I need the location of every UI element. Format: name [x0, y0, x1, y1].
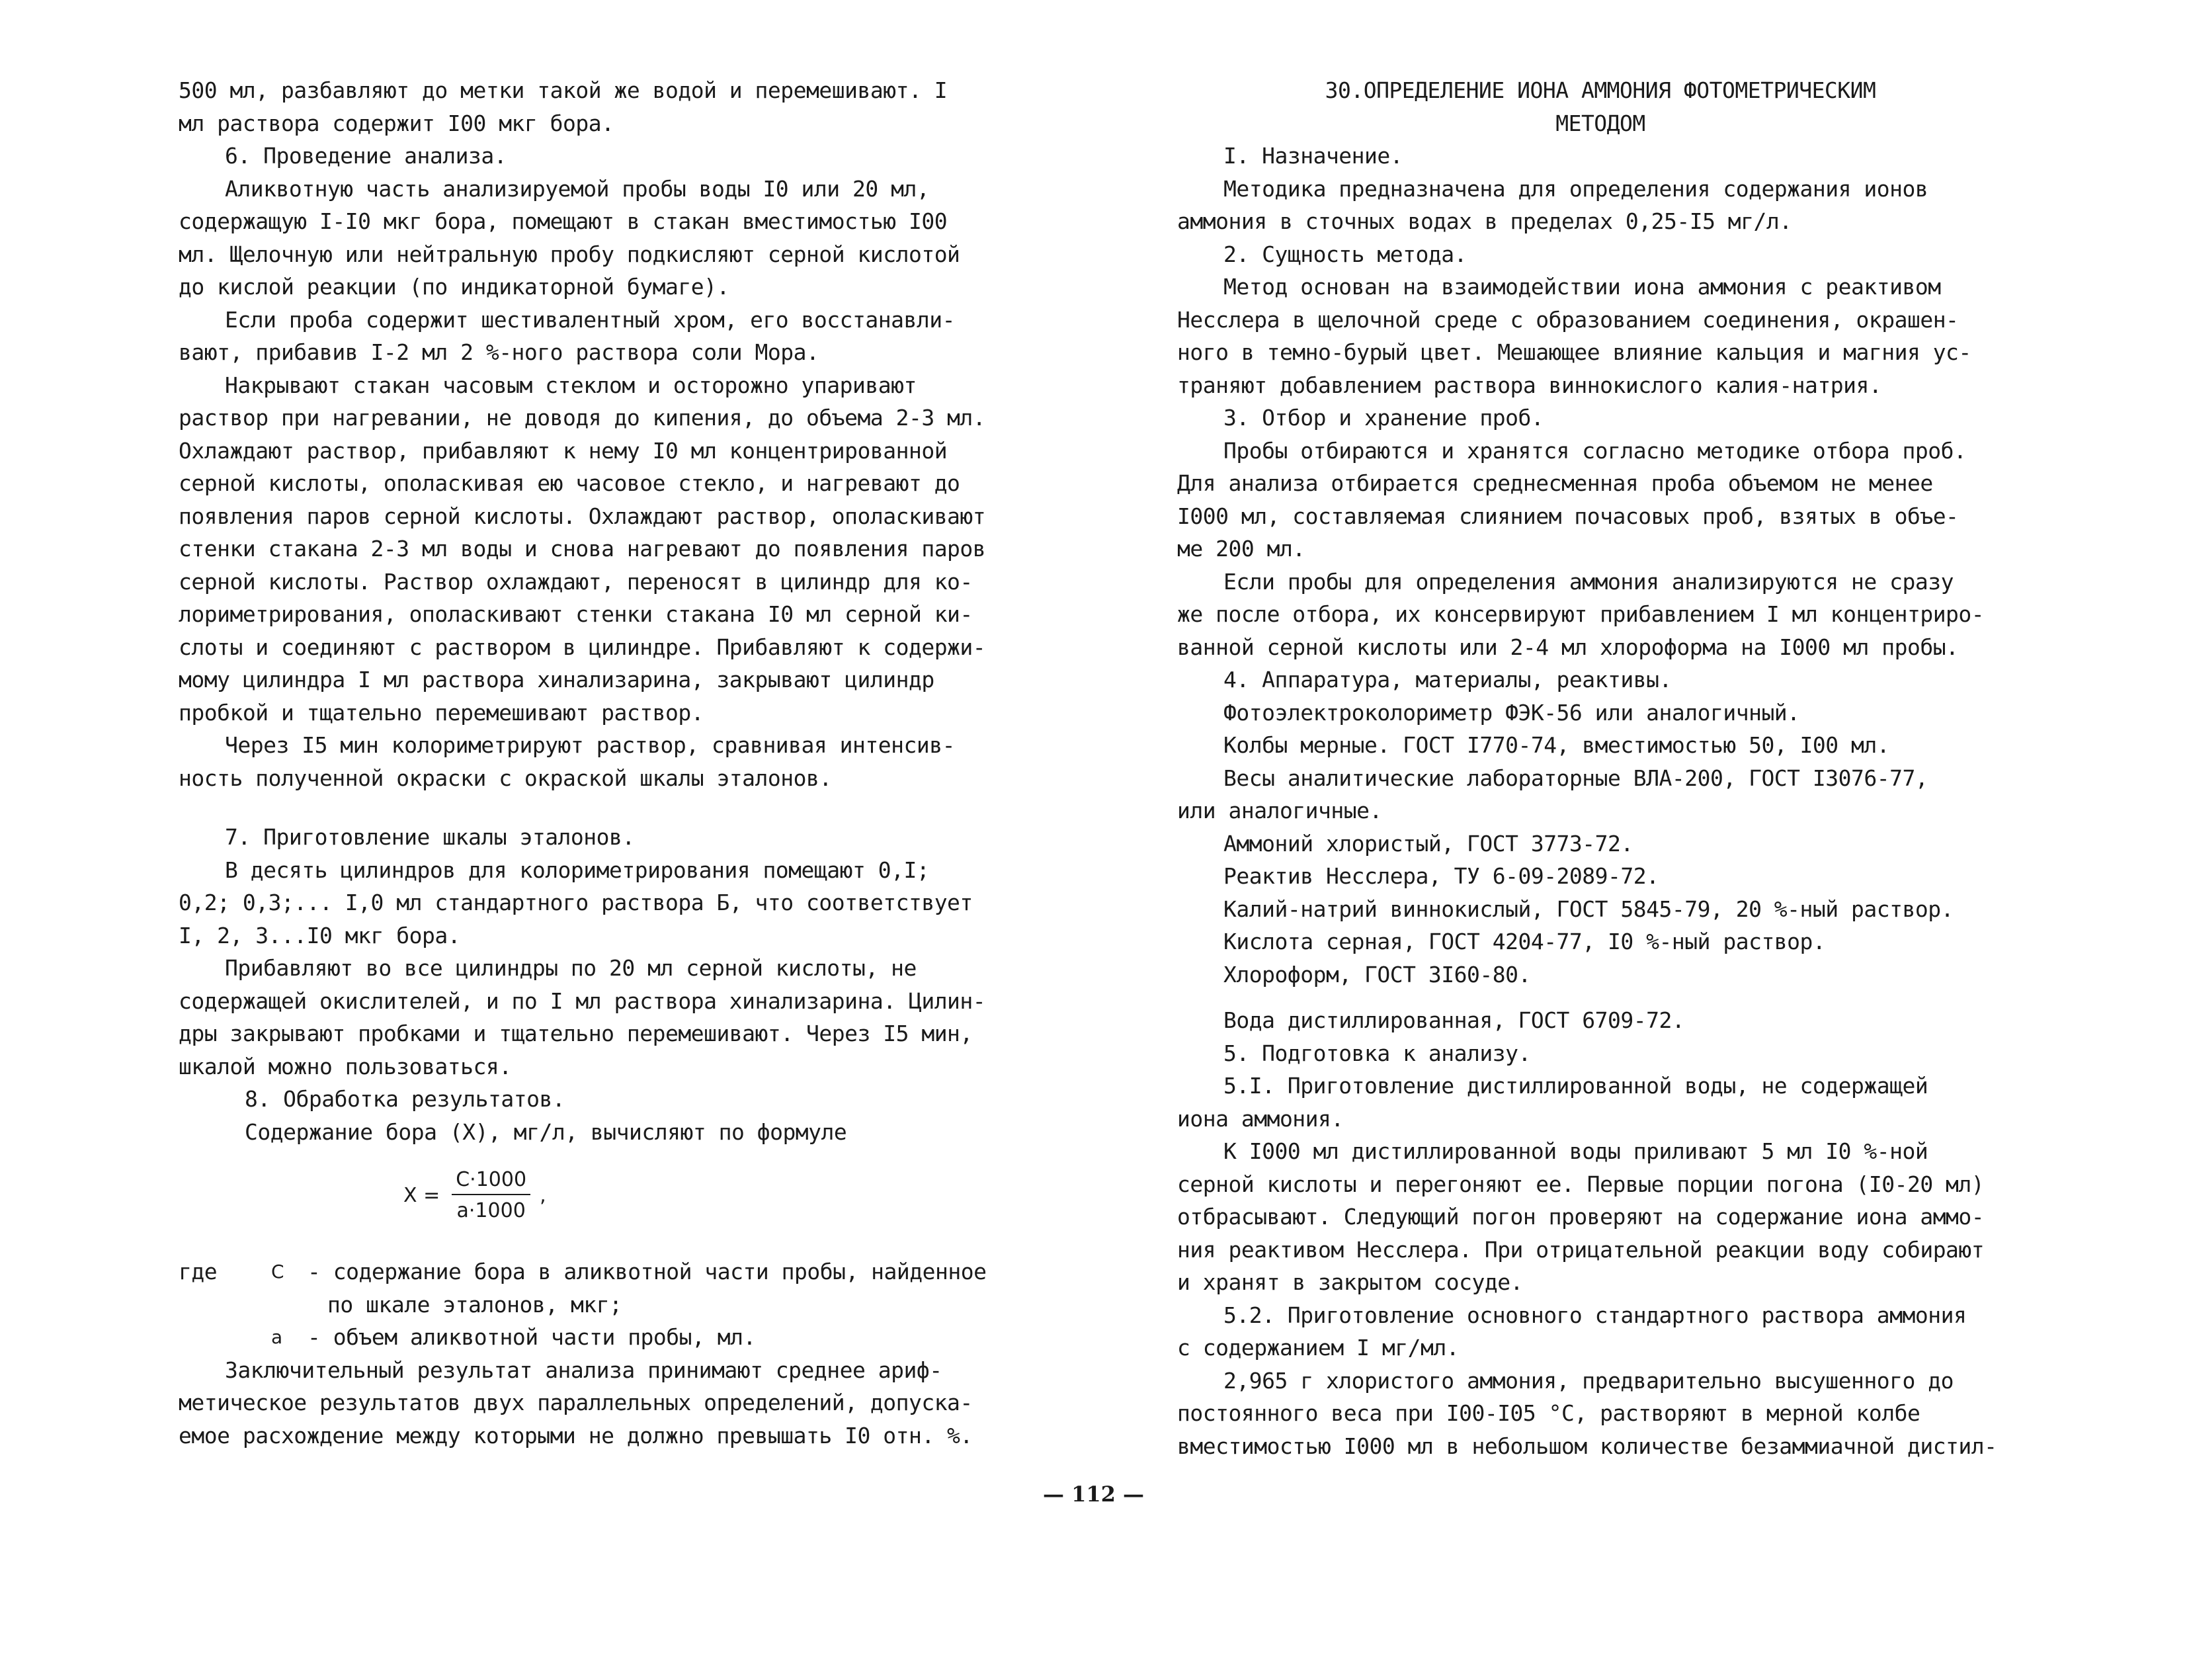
text-line: Аликвотную часть анализируемой пробы воды I0 или 20 мл, — [225, 175, 930, 202]
section-heading: 7. Приготовление шкалы эталонов. — [225, 824, 635, 850]
text-line: вместимостью I000 мл в небольшом количестве безаммиачной дистил- — [1177, 1433, 1997, 1459]
where-c-text2: по шкале эталонов, мкг; — [327, 1291, 622, 1318]
text-line: траняют добавлением раствора виннокислого калия-натрия. — [1177, 372, 1882, 398]
text-line: серной кислоты, ополаскивая ею часовое стекло, и нагревают до — [179, 470, 960, 496]
where-a — [179, 1321, 1025, 1354]
text-line: серной кислоты. Раствор охлаждают, переносят в цилиндр для ко- — [179, 568, 973, 595]
text-line: 0,2; 0,3;... I,0 мл стандартного раствора Б, что соответствует — [179, 890, 973, 915]
formula-lhs: X = — [403, 1183, 440, 1207]
text-line: с содержанием I мг/мл. — [1177, 1335, 1460, 1361]
text-line: Накрывают стакан часовым стеклом и осторожно упаривают — [225, 372, 917, 398]
section-heading: 4. Аппаратура, материалы, реактивы. — [1223, 667, 1672, 693]
text-line: метическое результатов двух параллельных определений, допуска- — [179, 1390, 973, 1415]
list-item: Хлороформ, ГОСТ 3I60-80. — [1223, 961, 1531, 987]
text-line: шкалой можно пользоваться. — [179, 1053, 512, 1079]
where-c-cont — [179, 1288, 1025, 1322]
right-column — [1177, 74, 2024, 1462]
text-line: вают, прибавив I-2 мл 2 %-ного раствора соли Мора. — [179, 339, 819, 365]
text-line: Если проба содержит шестивалентный хром, его восстанавли- — [225, 306, 955, 333]
list-item: Реактив Несслера, ТУ 6-09-2089-72. — [1223, 863, 1659, 889]
text-line: емое расхождение между которыми не должно превышать I0 отн. %. — [179, 1422, 973, 1449]
list-item: Калий-натрий виннокислый, ГОСТ 5845-79, 20 %-ный раствор. — [1223, 896, 1954, 922]
text-line: ме 200 мл. — [1177, 536, 1305, 562]
text-line: Заключительный результат анализа принимают среднее ариф- — [225, 1357, 942, 1383]
text-line: К I000 мл дистиллированной воды приливают 5 мл I0 %-ной — [1223, 1138, 1928, 1164]
text-line: раствор при нагревании, не доводя до кипения, до объема 2-3 мл. — [179, 405, 986, 431]
where-a-symbol: a — [271, 1326, 282, 1348]
list-item: Весы аналитические лабораторные ВЛА-200, ГОСТ I3076-77, — [1223, 765, 1928, 791]
text-line: Методика предназначена для определения содержания ионов — [1223, 175, 1928, 202]
list-item: Вода дистиллированная, ГОСТ 6709-72. — [1223, 1007, 1685, 1033]
section-title: 30.ОПРЕДЕЛЕНИЕ ИОНА АММОНИЯ ФОТОМЕТРИЧЕСКИМ — [1325, 77, 1876, 103]
section-heading: 6. Проведение анализа. — [225, 143, 507, 169]
text-line: мл. Щелочную или нейтральную пробу подкисляют серной кислотой — [179, 241, 960, 267]
text-line: серной кислоты и перегоняют ее. Первые порции погона (I0-20 мл) — [1177, 1171, 1985, 1197]
text-line: I000 мл, составляемая слиянием почасовых проб, взятых в объе- — [1177, 503, 1959, 529]
text-line: же после отбора, их консервируют прибавлением I мл концентриро- — [1177, 601, 1985, 627]
text-line: Через I5 мин колориметрируют раствор, сравнивая интенсив- — [225, 732, 955, 758]
text-line: мому цилиндра I мл раствора хинализарина, закрывают цилиндр — [179, 667, 934, 693]
text-line: 500 мл, разбавляют до метки такой же водой и перемешивают. I — [179, 77, 948, 103]
text-line: Если пробы для определения аммония анализируются не сразу — [1223, 568, 1954, 595]
list-item: Колбы мерные. ГОСТ I770-74, вместимостью 50, I00 мл. — [1223, 732, 1890, 758]
text-line: Пробы отбираются и хранятся согласно методике отбора проб. — [1223, 437, 1967, 464]
text-line: Для анализа отбирается среднесменная проба объемом не менее — [1177, 470, 1933, 496]
text-line: и хранят в закрытом сосуде. — [1177, 1269, 1523, 1295]
text-line: стенки стакана 2-3 мл воды и снова нагревают до появления паров — [179, 536, 986, 562]
text-line: лориметрирования, ополаскивают стенки стакана I0 мл серной ки- — [179, 601, 973, 627]
left-column — [179, 74, 1025, 1452]
text-line: В десять цилиндров для колориметрирования помещают 0,I; — [225, 857, 930, 883]
text-line: I, 2, 3...I0 мкг бора. — [179, 922, 461, 948]
text-line: ного в темно-бурый цвет. Мешающее влияние кальция и магния ус- — [1177, 339, 1971, 365]
text-line: содержащей окислителей, и по I мл раствора хинализарина. Цилин- — [179, 987, 986, 1014]
text-line: слоты и соединяют с раствором в цилиндре. Прибавляют к содержи- — [179, 634, 986, 660]
text-line: или аналогичные. — [1177, 798, 1382, 823]
formula-denominator: a·1000 — [456, 1199, 526, 1222]
text-line: Содержание бора (Х), мг/л, вычисляют по формуле — [245, 1118, 847, 1145]
list-item: Аммоний хлористый, ГОСТ 3773-72. — [1223, 830, 1633, 857]
text-line: Метод основан на взаимодействии иона аммония с реактивом — [1223, 274, 1941, 300]
section-heading: 2. Сущность метода. — [1223, 241, 1467, 267]
where-c-text: - содержание бора в аликвотной части пробы, найденное — [308, 1259, 987, 1284]
text-line: ния реактивом Несслера. При отрицательной реакции воду собирают — [1177, 1236, 1985, 1263]
text-line: отбрасывают. Следующий погон проверяют на содержание иона аммо- — [1177, 1204, 1985, 1230]
text-line: иона аммония. — [1177, 1105, 1344, 1132]
section-heading: 3. Отбор и хранение проб. — [1223, 405, 1544, 431]
text-line: ванной серной кислоты или 2-4 мл хлороформа на I000 мл пробы. — [1177, 634, 1959, 660]
formula-numerator: C·1000 — [452, 1168, 530, 1195]
list-item: Фотоэлектроколориметр ФЭК-56 или аналогичный. — [1223, 699, 1800, 726]
section-heading: 8. Обработка результатов. — [245, 1086, 565, 1112]
text-line: аммония в сточных водах в пределах 0,25-I5 мг/л. — [1177, 208, 1792, 234]
formula-comma: , — [540, 1183, 546, 1207]
section-heading: 5. Подготовка к анализу. — [1223, 1040, 1531, 1066]
section-title-cont: МЕТОДОМ — [1555, 110, 1645, 136]
formula-fraction — [452, 1168, 530, 1222]
text-line: Прибавляют во все цилиндры по 20 мл серной кислоты, не — [225, 955, 917, 981]
where-c — [179, 1255, 1025, 1288]
text-line: содержащую I-I0 мкг бора, помещают в стакан вместимостью I00 — [179, 208, 948, 234]
text-line: мл раствора содержит I00 мкг бора. — [179, 110, 614, 136]
text-line: Несслера в щелочной среде с образованием соединения, окрашен- — [1177, 306, 1959, 333]
section-heading: 5.2. Приготовление основного стандартного раствора аммония — [1223, 1302, 1967, 1328]
where-c-symbol: C — [271, 1261, 284, 1282]
text-line: постоянного веса при I00-I05 °С, растворяют в мерной колбе — [1177, 1400, 1920, 1426]
where-key: где — [179, 1259, 218, 1284]
text-line: ность полученной окраски с окраской шкалы эталонов. — [179, 765, 832, 791]
page-number: — 112 — — [1042, 1482, 1145, 1507]
text-line: дры закрывают пробками и тщательно перемешивают. Через I5 мин, — [179, 1021, 973, 1046]
list-item: Кислота серная, ГОСТ 4204-77, I0 %-ный раствор. — [1223, 929, 1826, 954]
where-a-text: - объем аликвотной части пробы, мл. — [308, 1324, 756, 1350]
text-line: 2,965 г хлористого аммония, предварительно высушенного до — [1223, 1367, 1954, 1394]
section-heading: 5.I. Приготовление дистиллированной воды, не содержащей — [1223, 1073, 1928, 1099]
text-line: до кислой реакции (по индикаторной бумаге). — [179, 274, 729, 300]
text-line: появления паров серной кислоты. Охлаждают раствор, ополаскивают — [179, 503, 986, 529]
section-heading: I. Назначение. — [1223, 143, 1403, 169]
text-line: Охлаждают раствор, прибавляют к нему I0 мл концентрированной — [179, 437, 948, 464]
formula — [403, 1168, 1025, 1222]
text-line: пробкой и тщательно перемешивают раствор. — [179, 699, 704, 726]
